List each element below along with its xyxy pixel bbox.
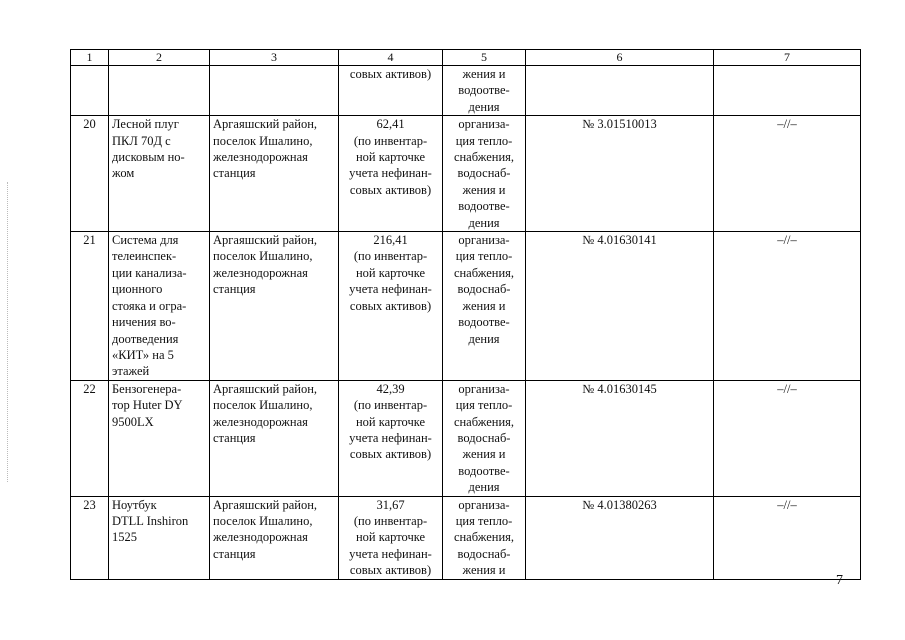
cell-inventory: № 4.01630145 <box>526 380 714 496</box>
table-row <box>71 496 861 579</box>
cell-inventory <box>526 66 714 116</box>
cell-value: 42,39 (по инвентар- ной карточке учета нефинан- совых активов) <box>339 380 443 496</box>
header-row <box>71 50 861 66</box>
scan-edge-marks <box>7 182 9 482</box>
cell-note <box>714 66 861 116</box>
table-row <box>71 116 861 232</box>
cell-inventory: № 4.01380263 <box>526 496 714 579</box>
cell-org: организа- ция тепло- снабжения, водоснаб- жения и водоотве- дения <box>443 232 526 381</box>
cell-num <box>71 66 109 116</box>
cell-org: организа- ция тепло- снабжения, водоснаб- жения и водоотве- дения <box>443 116 526 232</box>
cell-note: –//– <box>714 496 861 579</box>
cell-note: –//– <box>714 116 861 232</box>
cell-value: совых активов) <box>339 66 443 116</box>
header-cell: 2 <box>109 50 210 66</box>
header-cell: 5 <box>443 50 526 66</box>
cell-location: Аргаяшский район, поселок Ишалино, железнодорожная станция <box>210 496 339 579</box>
cell-num: 23 <box>71 496 109 579</box>
cell-org: организа- ция тепло- снабжения, водоснаб- жения и водоотве- дения <box>443 380 526 496</box>
cell-value: 62,41 (по инвентар- ной карточке учета нефинан- совых активов) <box>339 116 443 232</box>
property-table <box>70 49 861 580</box>
cell-location: Аргаяшский район, поселок Ишалино, железнодорожная станция <box>210 116 339 232</box>
header-cell: 7 <box>714 50 861 66</box>
cell-note: –//– <box>714 380 861 496</box>
cell-inventory: № 3.01510013 <box>526 116 714 232</box>
table-row <box>71 380 861 496</box>
cell-name <box>109 66 210 116</box>
cell-name: Ноутбук DTLL Inshiron 1525 <box>109 496 210 579</box>
cell-num: 22 <box>71 380 109 496</box>
cell-name: Бензогенера- тор Huter DY 9500LX <box>109 380 210 496</box>
cell-name: Лесной плуг ПКЛ 70Д с дисковым но- жом <box>109 116 210 232</box>
cell-num: 21 <box>71 232 109 381</box>
header-cell: 6 <box>526 50 714 66</box>
cell-note: –//– <box>714 232 861 381</box>
cell-name: Система для телеинспек- ции канализа- ционного стояка и огра- ничения во- доотведения «КИТ» на 5 этажей <box>109 232 210 381</box>
cell-location: Аргаяшский район, поселок Ишалино, железнодорожная станция <box>210 380 339 496</box>
cell-location <box>210 66 339 116</box>
header-cell: 1 <box>71 50 109 66</box>
cell-inventory: № 4.01630141 <box>526 232 714 381</box>
cell-org: жения и водоотве- дения <box>443 66 526 116</box>
table-row <box>71 232 861 381</box>
cell-location: Аргаяшский район, поселок Ишалино, железнодорожная станция <box>210 232 339 381</box>
page-number: 7 <box>836 573 843 588</box>
continuation-row <box>71 66 861 116</box>
cell-value: 31,67 (по инвентар- ной карточке учета нефинан- совых активов) <box>339 496 443 579</box>
header-cell: 4 <box>339 50 443 66</box>
cell-org: организа- ция тепло- снабжения, водоснаб- жения и <box>443 496 526 579</box>
cell-value: 216,41 (по инвентар- ной карточке учета нефинан- совых активов) <box>339 232 443 381</box>
header-cell: 3 <box>210 50 339 66</box>
cell-num: 20 <box>71 116 109 232</box>
